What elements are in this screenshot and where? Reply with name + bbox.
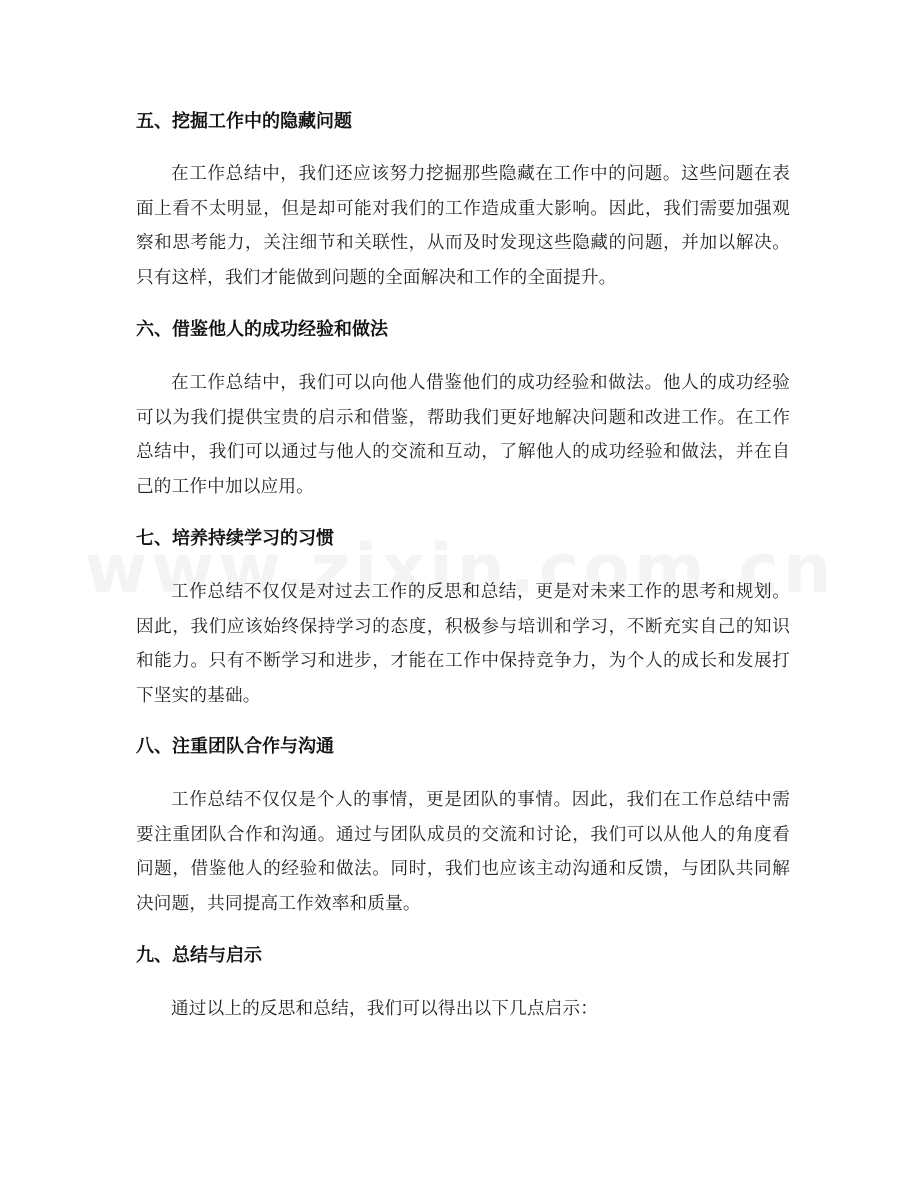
section-9 (136, 941, 796, 1019)
section-8 (136, 732, 796, 914)
section-paragraph: 工作总结不仅仅是个人的事情，更是团队的事情。因此，我们在工作总结中需要注重团队合作和沟通。通过与团队成员的交流和讨论，我们可以从他人的角度看问题，借鉴他人的经验和做法。同时，我们也应该主动沟通和反馈，与团队共同解决问题，共同提高工作效率和质量。 (136, 790, 790, 914)
section-6 (136, 315, 796, 497)
section-heading: 六、借鉴他人的成功经验和做法 (136, 319, 388, 340)
section-heading: 五、挖掘工作中的隐藏问题 (136, 111, 352, 132)
section-heading: 八、注重团队合作与沟通 (136, 736, 334, 757)
section-paragraph: 在工作总结中，我们还应该努力挖掘那些隐藏在工作中的问题。这些问题在表面上看不太明显，但是却可能对我们的工作造成重大影响。因此，我们需要加强观察和思考能力，关注细节和关联性，从而及时发现这些隐藏的问题，并加以解决。只有这样，我们才能做到问题的全面解决和工作的全面提升。 (136, 164, 790, 288)
section-heading: 七、培养持续学习的习惯 (136, 528, 334, 549)
section-heading: 九、总结与启示 (136, 945, 262, 966)
section-7 (136, 524, 796, 706)
section-5 (136, 107, 796, 288)
section-paragraph: 通过以上的反思和总结，我们可以得出以下几点启示： (171, 999, 599, 1019)
section-paragraph: 工作总结不仅仅是对过去工作的反思和总结，更是对未来工作的思考和规划。因此，我们应该始终保持学习的态度，积极参与培训和学习，不断充实自己的知识和能力。只有不断学习和进步，才能在工作中保持竞争力，为个人的成长和发展打下坚实的基础。 (136, 582, 790, 706)
section-paragraph: 在工作总结中，我们可以向他人借鉴他们的成功经验和做法。他人的成功经验可以为我们提供宝贵的启示和借鉴，帮助我们更好地解决问题和改进工作。在工作总结中，我们可以通过与他人的交流和互动，了解他人的成功经验和做法，并在自己的工作中加以应用。 (136, 373, 790, 497)
